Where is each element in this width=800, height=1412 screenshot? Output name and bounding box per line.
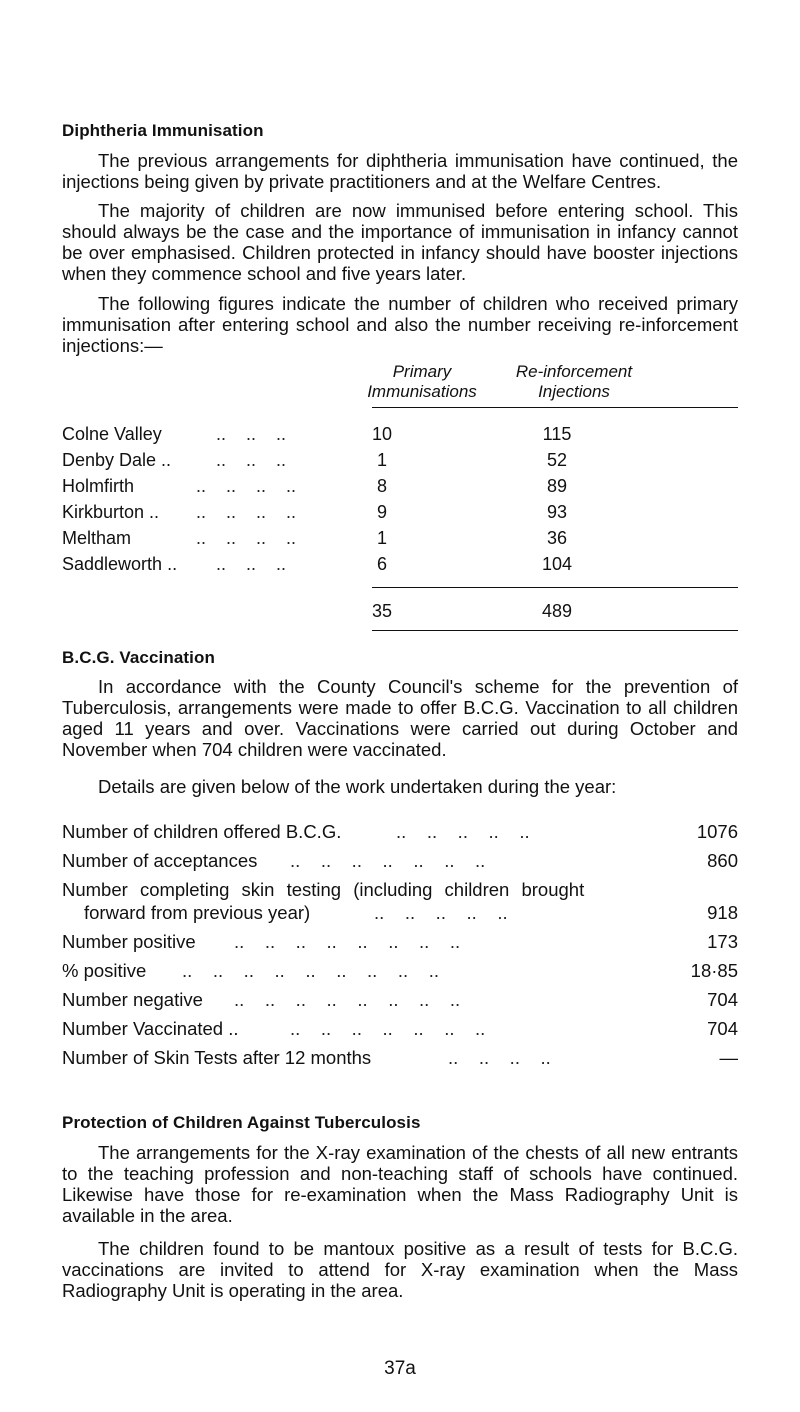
diphtheria-paragraph-2: The majority of children are now immunised before entering school. This should always be the case and the importance of immunisation in infancy cannot be over emphasised. Children protected in infancy should have booster injections when they commence school and five years later. <box>62 200 738 284</box>
column-header-primary <box>357 362 487 402</box>
detail-label: Number of children offered B.C.G. <box>62 821 342 842</box>
leader-dots: .. .. .. .. .. <box>374 902 508 923</box>
leader-dots: .. .. .. <box>196 554 287 574</box>
area-name: Colne Valley <box>62 424 162 444</box>
detail-value: 860 <box>707 850 738 871</box>
leader-dots: .. .. .. <box>196 424 287 444</box>
leader-dots: .. .. .. .. .. .. .. .. .. <box>182 960 439 981</box>
area-name: Kirkburton .. <box>62 502 160 522</box>
section-heading-protection: Protection of Children Against Tuberculosis <box>62 1113 421 1132</box>
leader-dots: .. .. .. .. <box>196 528 297 548</box>
bcg-paragraph-1: In accordance with the County Council's scheme for the prevention of Tuberculosis, arrangements were made to offer B.C.G. Vaccination to all children aged 11 years and over. Vaccinations were carried out during October and November when 704 children were vaccinated. <box>62 676 738 760</box>
detail-label: Number Vaccinated .. <box>62 1018 239 1039</box>
leader-dots: .. .. .. .. <box>448 1047 551 1068</box>
table-row <box>62 554 738 578</box>
table-row <box>62 502 738 526</box>
table-header-rule <box>372 407 738 408</box>
total-primary-value: 35 <box>371 601 393 621</box>
total-top-rule <box>372 587 738 588</box>
table-row <box>62 528 738 552</box>
primary-value: 1 <box>376 450 387 470</box>
detail-label: Number positive <box>62 931 196 952</box>
table-row <box>62 476 738 500</box>
primary-value: 8 <box>376 476 387 496</box>
diphtheria-paragraph-1: The previous arrangements for diphtheria immunisation have continued, the injections being given by private practitioners and at the Welfare Centres. <box>62 150 738 192</box>
column-header-reinforcement-line1: Re-inforcement <box>515 362 633 381</box>
detail-value: 1076 <box>696 821 738 842</box>
total-reinforcement-value: 489 <box>541 601 573 621</box>
section-heading-diphtheria: Diphtheria Immunisation <box>62 121 264 140</box>
column-header-primary-line1: Primary <box>392 362 452 381</box>
table-row <box>62 424 738 448</box>
leader-dots: .. .. .. .. <box>196 502 297 522</box>
detail-label: % positive <box>62 960 147 981</box>
detail-value: 704 <box>707 1018 738 1039</box>
area-name: Holmfirth <box>62 476 135 496</box>
column-header-reinforcement <box>499 362 649 402</box>
primary-value: 9 <box>376 502 387 522</box>
reinforcement-value: 89 <box>546 476 568 496</box>
detail-value: 918 <box>707 902 738 923</box>
detail-value: 704 <box>707 989 738 1010</box>
page-number: 37a <box>384 1358 416 1379</box>
leader-dots: .. .. .. .. .. .. .. .. <box>234 989 461 1010</box>
leader-dots: .. .. .. .. .. <box>396 821 530 842</box>
primary-value: 10 <box>371 424 393 444</box>
total-bottom-rule <box>372 630 738 631</box>
leader-dots: .. .. .. .. <box>196 476 297 496</box>
protection-paragraph-1: The arrangements for the X-ray examination of the chests of all new entrants to the teaching profession and non-teaching staff of schools have continued. Likewise have those for re-examination when the Mass Radiography Unit is available in the area. <box>62 1142 738 1226</box>
section-heading-bcg: B.C.G. Vaccination <box>62 648 215 667</box>
leader-dots: .. .. .. .. .. .. .. .. <box>234 931 461 952</box>
detail-label: Number completing skin testing (including children brought <box>62 879 585 900</box>
detail-value: 173 <box>707 931 738 952</box>
bcg-paragraph-2: Details are given below of the work undertaken during the year: <box>98 776 617 797</box>
table-row <box>62 450 738 474</box>
protection-paragraph-2: The children found to be mantoux positive as a result of tests for B.C.G. vaccinations are invited to attend for X-ray examination when the Mass Radiography Unit is operating in the area. <box>62 1238 738 1301</box>
reinforcement-value: 52 <box>546 450 568 470</box>
area-name: Denby Dale .. <box>62 450 172 470</box>
reinforcement-value: 93 <box>546 502 568 522</box>
reinforcement-value: 115 <box>542 424 572 444</box>
area-name: Meltham <box>62 528 132 548</box>
detail-value: 18·85 <box>690 960 738 981</box>
detail-value: — <box>719 1047 738 1068</box>
detail-label: Number of acceptances <box>62 850 258 871</box>
column-header-reinforcement-line2: Injections <box>538 382 610 401</box>
column-header-primary-line2: Immunisations <box>367 382 477 401</box>
reinforcement-value: 36 <box>546 528 568 548</box>
leader-dots: .. .. .. .. .. .. .. <box>290 850 486 871</box>
primary-value: 6 <box>376 554 387 574</box>
primary-value: 1 <box>376 528 387 548</box>
detail-label-continued: forward from previous year) <box>84 902 311 923</box>
detail-label: Number negative <box>62 989 203 1010</box>
detail-label: Number of Skin Tests after 12 months <box>62 1047 372 1068</box>
total-row <box>62 601 738 625</box>
leader-dots: .. .. .. <box>196 450 287 470</box>
diphtheria-paragraph-3: The following figures indicate the number of children who received primary immunisation after entering school and also the number receiving re-inforcement injections:— <box>62 293 738 356</box>
area-name: Saddleworth .. <box>62 554 178 574</box>
detail-row <box>62 879 738 923</box>
reinforcement-value: 104 <box>541 554 573 574</box>
leader-dots: .. .. .. .. .. .. .. <box>290 1018 486 1039</box>
